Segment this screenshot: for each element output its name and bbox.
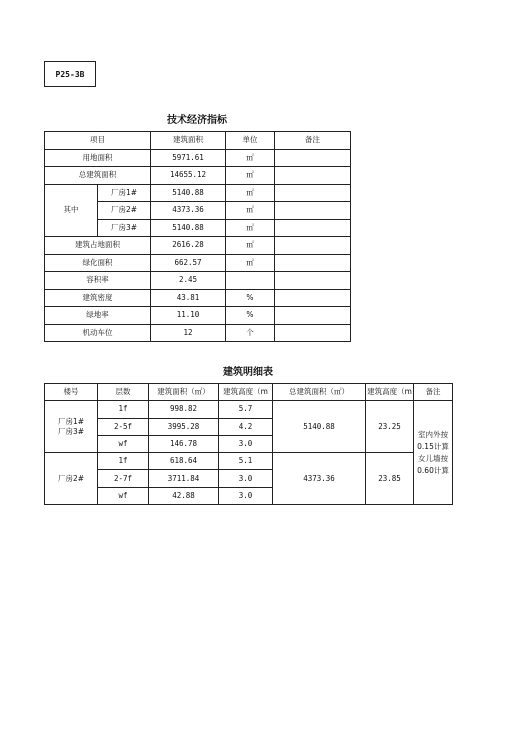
row-note — [275, 219, 351, 237]
table-header-row — [45, 384, 453, 401]
row-value: 5140.88 — [151, 184, 226, 202]
floor-label: wf — [98, 487, 149, 504]
table2-title: 建筑明细表 — [223, 367, 273, 378]
row-unit: ㎡ — [226, 237, 275, 255]
table-row — [45, 401, 453, 418]
floor-area: 618.64 — [149, 453, 219, 470]
row-unit: 个 — [226, 324, 275, 342]
table-row — [45, 149, 351, 167]
floor-area: 146.78 — [149, 435, 219, 452]
row-note — [275, 254, 351, 272]
row-unit: ㎡ — [226, 219, 275, 237]
table-header-row — [45, 132, 351, 150]
floor-height: 3.0 — [219, 435, 273, 452]
row-note — [275, 237, 351, 255]
building-height: 23.25 — [366, 401, 414, 453]
row-value: 5971.61 — [151, 149, 226, 167]
table-row — [45, 184, 351, 202]
row-label: 容积率 — [45, 272, 151, 290]
row-label: 绿化面积 — [45, 254, 151, 272]
row-value: 2.45 — [151, 272, 226, 290]
row-unit: % — [226, 289, 275, 307]
floor-height: 4.2 — [219, 418, 273, 435]
row-value: 5140.88 — [151, 219, 226, 237]
table-row — [45, 324, 351, 342]
table-row — [45, 307, 351, 325]
row-value: 12 — [151, 324, 226, 342]
floor-label: 2-7f — [98, 470, 149, 487]
building-detail-table — [44, 383, 453, 505]
detail-note: 室内外按0.15计算 女儿墙按0.60计算 — [414, 401, 453, 505]
floor-area: 3711.84 — [149, 470, 219, 487]
header-area: 建筑面积 — [151, 132, 226, 150]
table-row — [45, 237, 351, 255]
row-note — [275, 202, 351, 220]
row-unit — [226, 272, 275, 290]
row-value: 11.10 — [151, 307, 226, 325]
building-name: 厂房2# — [45, 453, 98, 505]
group-label: 其中 — [45, 184, 98, 237]
floor-area: 998.82 — [149, 401, 219, 418]
table-row — [45, 272, 351, 290]
row-label: 用地面积 — [45, 149, 151, 167]
economic-indicators-table — [44, 131, 351, 342]
row-label: 绿地率 — [45, 307, 151, 325]
row-note — [275, 272, 351, 290]
floor-label: wf — [98, 435, 149, 452]
row-value: 43.81 — [151, 289, 226, 307]
row-note — [275, 184, 351, 202]
row-note — [275, 167, 351, 185]
row-note — [275, 307, 351, 325]
floor-height: 5.1 — [219, 453, 273, 470]
floor-label: 1f — [98, 453, 149, 470]
building-name: 厂房1# 厂房3# — [45, 401, 98, 453]
header-building-height: 建筑高度（m — [366, 384, 414, 401]
total-area: 5140.88 — [273, 401, 366, 453]
row-value: 2616.28 — [151, 237, 226, 255]
row-value: 4373.36 — [151, 202, 226, 220]
table1-title: 技术经济指标 — [167, 115, 227, 126]
row-label: 机动车位 — [45, 324, 151, 342]
row-label: 厂房1# — [98, 184, 151, 202]
row-note — [275, 289, 351, 307]
drawing-code-box — [44, 61, 96, 87]
row-note — [275, 149, 351, 167]
header-item: 项目 — [45, 132, 151, 150]
row-value: 662.57 — [151, 254, 226, 272]
row-label: 厂房2# — [98, 202, 151, 220]
drawing-code: P25-3B — [55, 69, 85, 79]
table-row — [45, 167, 351, 185]
header-note: 备注 — [275, 132, 351, 150]
table-row — [45, 453, 453, 470]
row-unit: ㎡ — [226, 254, 275, 272]
building-height: 23.85 — [366, 453, 414, 505]
floor-height: 3.0 — [219, 487, 273, 504]
row-unit: % — [226, 307, 275, 325]
header-floor-area: 建筑面积（㎡） — [149, 384, 219, 401]
header-floors: 层数 — [98, 384, 149, 401]
floor-label: 2-5f — [98, 418, 149, 435]
row-unit: ㎡ — [226, 184, 275, 202]
header-building: 楼号 — [45, 384, 98, 401]
floor-height: 3.0 — [219, 470, 273, 487]
row-label: 厂房3# — [98, 219, 151, 237]
table-row — [45, 254, 351, 272]
row-value: 14655.12 — [151, 167, 226, 185]
row-unit: ㎡ — [226, 149, 275, 167]
row-label: 建筑密度 — [45, 289, 151, 307]
total-area: 4373.36 — [273, 453, 366, 505]
header-note: 备注 — [414, 384, 453, 401]
floor-area: 3995.28 — [149, 418, 219, 435]
floor-area: 42.88 — [149, 487, 219, 504]
header-floor-height: 建筑高度（m — [219, 384, 273, 401]
row-unit: ㎡ — [226, 202, 275, 220]
row-label: 建筑占地面积 — [45, 237, 151, 255]
row-label: 总建筑面积 — [45, 167, 151, 185]
header-total-area: 总建筑面积（㎡） — [273, 384, 366, 401]
row-unit: ㎡ — [226, 167, 275, 185]
header-unit: 单位 — [226, 132, 275, 150]
row-note — [275, 324, 351, 342]
table-row — [45, 289, 351, 307]
floor-height: 5.7 — [219, 401, 273, 418]
floor-label: 1f — [98, 401, 149, 418]
